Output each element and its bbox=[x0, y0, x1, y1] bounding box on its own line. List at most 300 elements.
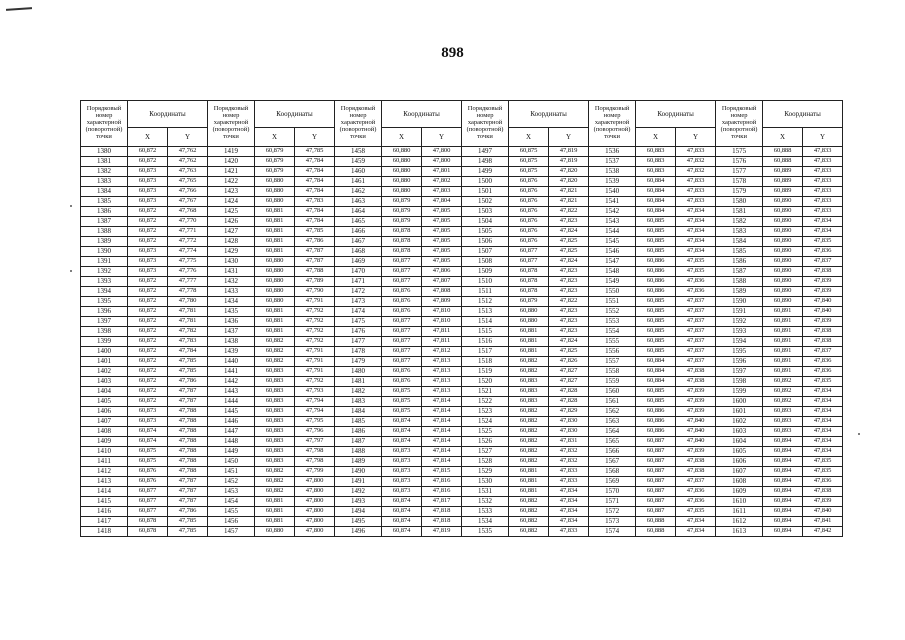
table-row bbox=[81, 327, 843, 337]
point-number-cell: 1382 bbox=[81, 167, 128, 177]
x-cell: 60,883 bbox=[255, 407, 295, 417]
x-cell: 60,875 bbox=[382, 407, 422, 417]
x-cell: 60,885 bbox=[636, 227, 676, 237]
x-cell: 60,876 bbox=[382, 297, 422, 307]
x-cell: 60,880 bbox=[255, 197, 295, 207]
x-cell: 60,881 bbox=[255, 507, 295, 517]
point-number-cell: 1515 bbox=[462, 327, 509, 337]
point-number-cell: 1577 bbox=[716, 167, 763, 177]
x-cell: 60,882 bbox=[509, 457, 549, 467]
point-number-cell: 1474 bbox=[335, 307, 382, 317]
header-point-number: Порядковый номер характерной (поворотной) точки bbox=[716, 101, 763, 147]
y-cell: 47,767 bbox=[168, 197, 208, 207]
x-cell: 60,883 bbox=[636, 167, 676, 177]
y-cell: 47,811 bbox=[422, 337, 462, 347]
x-cell: 60,873 bbox=[382, 467, 422, 477]
x-cell: 60,874 bbox=[128, 437, 168, 447]
x-cell: 60,877 bbox=[382, 257, 422, 267]
point-number-cell: 1582 bbox=[716, 217, 763, 227]
x-cell: 60,885 bbox=[636, 387, 676, 397]
x-cell: 60,872 bbox=[128, 207, 168, 217]
y-cell: 47,785 bbox=[295, 227, 335, 237]
point-number-cell: 1585 bbox=[716, 247, 763, 257]
x-cell: 60,878 bbox=[509, 287, 549, 297]
x-cell: 60,873 bbox=[128, 417, 168, 427]
scan-speck bbox=[70, 205, 72, 207]
y-cell: 47,838 bbox=[803, 337, 843, 347]
x-cell: 60,877 bbox=[509, 257, 549, 267]
point-number-cell: 1393 bbox=[81, 277, 128, 287]
x-cell: 60,883 bbox=[255, 377, 295, 387]
y-cell: 47,840 bbox=[676, 437, 716, 447]
point-number-cell: 1414 bbox=[81, 487, 128, 497]
y-cell: 47,800 bbox=[295, 517, 335, 527]
x-cell: 60,872 bbox=[128, 337, 168, 347]
x-cell: 60,887 bbox=[636, 497, 676, 507]
point-number-cell: 1441 bbox=[208, 367, 255, 377]
y-cell: 47,837 bbox=[803, 347, 843, 357]
point-number-cell: 1574 bbox=[589, 527, 636, 537]
y-cell: 47,834 bbox=[676, 517, 716, 527]
y-cell: 47,814 bbox=[422, 437, 462, 447]
x-cell: 60,885 bbox=[636, 347, 676, 357]
y-cell: 47,829 bbox=[549, 407, 589, 417]
y-cell: 47,762 bbox=[168, 147, 208, 157]
point-number-cell: 1523 bbox=[462, 407, 509, 417]
y-cell: 47,792 bbox=[295, 377, 335, 387]
x-cell: 60,891 bbox=[763, 347, 803, 357]
point-number-cell: 1603 bbox=[716, 427, 763, 437]
point-number-cell: 1385 bbox=[81, 197, 128, 207]
x-cell: 60,877 bbox=[382, 267, 422, 277]
x-cell: 60,876 bbox=[509, 217, 549, 227]
point-number-cell: 1512 bbox=[462, 297, 509, 307]
table-row bbox=[81, 167, 843, 177]
point-number-cell: 1487 bbox=[335, 437, 382, 447]
point-number-cell: 1412 bbox=[81, 467, 128, 477]
x-cell: 60,894 bbox=[763, 447, 803, 457]
table-row bbox=[81, 437, 843, 447]
y-cell: 47,823 bbox=[549, 267, 589, 277]
y-cell: 47,800 bbox=[295, 497, 335, 507]
y-cell: 47,801 bbox=[422, 167, 462, 177]
point-number-cell: 1425 bbox=[208, 207, 255, 217]
point-number-cell: 1392 bbox=[81, 267, 128, 277]
y-cell: 47,836 bbox=[676, 487, 716, 497]
y-cell: 47,819 bbox=[549, 147, 589, 157]
table-row bbox=[81, 157, 843, 167]
point-number-cell: 1504 bbox=[462, 217, 509, 227]
point-number-cell: 1400 bbox=[81, 347, 128, 357]
x-cell: 60,882 bbox=[509, 507, 549, 517]
y-cell: 47,839 bbox=[803, 497, 843, 507]
table-row bbox=[81, 257, 843, 267]
point-number-cell: 1491 bbox=[335, 477, 382, 487]
x-cell: 60,884 bbox=[636, 357, 676, 367]
point-number-cell: 1489 bbox=[335, 457, 382, 467]
y-cell: 47,834 bbox=[676, 217, 716, 227]
x-cell: 60,877 bbox=[382, 357, 422, 367]
x-cell: 60,894 bbox=[763, 477, 803, 487]
point-number-cell: 1433 bbox=[208, 287, 255, 297]
point-number-cell: 1590 bbox=[716, 297, 763, 307]
table-row bbox=[81, 367, 843, 377]
x-cell: 60,874 bbox=[128, 427, 168, 437]
x-cell: 60,875 bbox=[509, 157, 549, 167]
table-row bbox=[81, 267, 843, 277]
x-cell: 60,875 bbox=[382, 387, 422, 397]
point-number-cell: 1596 bbox=[716, 357, 763, 367]
x-cell: 60,886 bbox=[636, 407, 676, 417]
x-cell: 60,877 bbox=[382, 317, 422, 327]
y-cell: 47,805 bbox=[422, 257, 462, 267]
table-row bbox=[81, 387, 843, 397]
x-cell: 60,887 bbox=[636, 437, 676, 447]
x-cell: 60,876 bbox=[509, 177, 549, 187]
x-cell: 60,885 bbox=[636, 397, 676, 407]
y-cell: 47,804 bbox=[422, 197, 462, 207]
x-cell: 60,886 bbox=[636, 257, 676, 267]
y-cell: 47,835 bbox=[803, 377, 843, 387]
point-number-cell: 1469 bbox=[335, 257, 382, 267]
x-cell: 60,878 bbox=[382, 247, 422, 257]
y-cell: 47,781 bbox=[168, 317, 208, 327]
x-cell: 60,872 bbox=[128, 377, 168, 387]
point-number-cell: 1402 bbox=[81, 367, 128, 377]
y-cell: 47,835 bbox=[803, 237, 843, 247]
point-number-cell: 1442 bbox=[208, 377, 255, 387]
x-cell: 60,875 bbox=[382, 397, 422, 407]
y-cell: 47,834 bbox=[803, 387, 843, 397]
y-cell: 47,803 bbox=[422, 187, 462, 197]
x-cell: 60,893 bbox=[763, 417, 803, 427]
y-cell: 47,825 bbox=[549, 237, 589, 247]
x-cell: 60,888 bbox=[763, 157, 803, 167]
x-cell: 60,879 bbox=[255, 167, 295, 177]
point-number-cell: 1503 bbox=[462, 207, 509, 217]
y-cell: 47,824 bbox=[549, 337, 589, 347]
point-number-cell: 1438 bbox=[208, 337, 255, 347]
point-number-cell: 1446 bbox=[208, 417, 255, 427]
x-cell: 60,882 bbox=[509, 427, 549, 437]
point-number-cell: 1564 bbox=[589, 427, 636, 437]
point-number-cell: 1498 bbox=[462, 157, 509, 167]
point-number-cell: 1467 bbox=[335, 237, 382, 247]
point-number-cell: 1462 bbox=[335, 187, 382, 197]
point-number-cell: 1389 bbox=[81, 237, 128, 247]
y-cell: 47,784 bbox=[295, 207, 335, 217]
point-number-cell: 1535 bbox=[462, 527, 509, 537]
y-cell: 47,840 bbox=[803, 297, 843, 307]
point-number-cell: 1566 bbox=[589, 447, 636, 457]
point-number-cell: 1543 bbox=[589, 217, 636, 227]
point-number-cell: 1470 bbox=[335, 267, 382, 277]
table-row bbox=[81, 377, 843, 387]
y-cell: 47,800 bbox=[295, 507, 335, 517]
x-cell: 60,882 bbox=[509, 357, 549, 367]
point-number-cell: 1530 bbox=[462, 477, 509, 487]
y-cell: 47,787 bbox=[168, 487, 208, 497]
x-cell: 60,873 bbox=[128, 267, 168, 277]
point-number-cell: 1608 bbox=[716, 477, 763, 487]
x-cell: 60,892 bbox=[763, 397, 803, 407]
x-cell: 60,872 bbox=[128, 327, 168, 337]
y-cell: 47,763 bbox=[168, 167, 208, 177]
x-cell: 60,881 bbox=[255, 307, 295, 317]
y-cell: 47,837 bbox=[676, 477, 716, 487]
x-cell: 60,876 bbox=[382, 287, 422, 297]
table-row bbox=[81, 497, 843, 507]
table-row bbox=[81, 517, 843, 527]
table-row bbox=[81, 447, 843, 457]
point-number-cell: 1390 bbox=[81, 247, 128, 257]
point-number-cell: 1459 bbox=[335, 157, 382, 167]
x-cell: 60,879 bbox=[255, 157, 295, 167]
y-cell: 47,838 bbox=[803, 267, 843, 277]
point-number-cell: 1526 bbox=[462, 437, 509, 447]
y-cell: 47,800 bbox=[295, 527, 335, 537]
table-row bbox=[81, 247, 843, 257]
y-cell: 47,814 bbox=[422, 447, 462, 457]
y-cell: 47,838 bbox=[676, 367, 716, 377]
table-row bbox=[81, 207, 843, 217]
x-cell: 60,876 bbox=[509, 227, 549, 237]
y-cell: 47,788 bbox=[168, 437, 208, 447]
x-cell: 60,875 bbox=[509, 147, 549, 157]
point-number-cell: 1598 bbox=[716, 377, 763, 387]
point-number-cell: 1507 bbox=[462, 247, 509, 257]
y-cell: 47,810 bbox=[422, 317, 462, 327]
x-cell: 60,890 bbox=[763, 277, 803, 287]
y-cell: 47,836 bbox=[803, 367, 843, 377]
y-cell: 47,839 bbox=[803, 277, 843, 287]
point-number-cell: 1423 bbox=[208, 187, 255, 197]
point-number-cell: 1501 bbox=[462, 187, 509, 197]
y-cell: 47,837 bbox=[676, 317, 716, 327]
point-number-cell: 1549 bbox=[589, 277, 636, 287]
point-number-cell: 1583 bbox=[716, 227, 763, 237]
x-cell: 60,880 bbox=[382, 147, 422, 157]
y-cell: 47,823 bbox=[549, 317, 589, 327]
x-cell: 60,882 bbox=[255, 357, 295, 367]
header-coordinates: Координаты bbox=[763, 101, 843, 128]
point-number-cell: 1463 bbox=[335, 197, 382, 207]
y-cell: 47,807 bbox=[422, 277, 462, 287]
x-cell: 60,893 bbox=[763, 427, 803, 437]
point-number-cell: 1536 bbox=[589, 147, 636, 157]
x-cell: 60,883 bbox=[255, 427, 295, 437]
point-number-cell: 1522 bbox=[462, 397, 509, 407]
point-number-cell: 1513 bbox=[462, 307, 509, 317]
y-cell: 47,835 bbox=[803, 467, 843, 477]
x-cell: 60,894 bbox=[763, 457, 803, 467]
point-number-cell: 1409 bbox=[81, 437, 128, 447]
y-cell: 47,834 bbox=[803, 427, 843, 437]
y-cell: 47,835 bbox=[676, 257, 716, 267]
y-cell: 47,825 bbox=[549, 347, 589, 357]
x-cell: 60,873 bbox=[382, 487, 422, 497]
y-cell: 47,837 bbox=[676, 297, 716, 307]
point-number-cell: 1480 bbox=[335, 367, 382, 377]
point-number-cell: 1559 bbox=[589, 377, 636, 387]
x-cell: 60,872 bbox=[128, 227, 168, 237]
point-number-cell: 1600 bbox=[716, 397, 763, 407]
point-number-cell: 1416 bbox=[81, 507, 128, 517]
point-number-cell: 1584 bbox=[716, 237, 763, 247]
point-number-cell: 1610 bbox=[716, 497, 763, 507]
x-cell: 60,883 bbox=[255, 387, 295, 397]
point-number-cell: 1601 bbox=[716, 407, 763, 417]
point-number-cell: 1460 bbox=[335, 167, 382, 177]
y-cell: 47,814 bbox=[422, 427, 462, 437]
point-number-cell: 1558 bbox=[589, 367, 636, 377]
x-cell: 60,880 bbox=[509, 307, 549, 317]
point-number-cell: 1516 bbox=[462, 337, 509, 347]
x-cell: 60,884 bbox=[636, 187, 676, 197]
x-cell: 60,878 bbox=[382, 227, 422, 237]
y-cell: 47,836 bbox=[676, 277, 716, 287]
table-row bbox=[81, 507, 843, 517]
x-cell: 60,881 bbox=[509, 347, 549, 357]
y-cell: 47,834 bbox=[803, 407, 843, 417]
y-cell: 47,836 bbox=[676, 287, 716, 297]
x-cell: 60,882 bbox=[255, 467, 295, 477]
y-cell: 47,813 bbox=[422, 387, 462, 397]
x-cell: 60,883 bbox=[255, 367, 295, 377]
point-number-cell: 1605 bbox=[716, 447, 763, 457]
point-number-cell: 1589 bbox=[716, 287, 763, 297]
point-number-cell: 1561 bbox=[589, 397, 636, 407]
point-number-cell: 1440 bbox=[208, 357, 255, 367]
x-cell: 60,881 bbox=[255, 227, 295, 237]
point-number-cell: 1555 bbox=[589, 337, 636, 347]
point-number-cell: 1578 bbox=[716, 177, 763, 187]
x-cell: 60,883 bbox=[255, 417, 295, 427]
y-cell: 47,816 bbox=[422, 487, 462, 497]
x-cell: 60,888 bbox=[763, 147, 803, 157]
point-number-cell: 1424 bbox=[208, 197, 255, 207]
x-cell: 60,872 bbox=[128, 347, 168, 357]
y-cell: 47,840 bbox=[803, 507, 843, 517]
x-cell: 60,886 bbox=[636, 277, 676, 287]
table-row bbox=[81, 457, 843, 467]
y-cell: 47,815 bbox=[422, 467, 462, 477]
y-cell: 47,834 bbox=[803, 417, 843, 427]
y-cell: 47,833 bbox=[676, 177, 716, 187]
x-cell: 60,891 bbox=[763, 357, 803, 367]
point-number-cell: 1403 bbox=[81, 377, 128, 387]
point-number-cell: 1485 bbox=[335, 417, 382, 427]
y-cell: 47,791 bbox=[295, 297, 335, 307]
x-cell: 60,885 bbox=[636, 237, 676, 247]
table-row bbox=[81, 477, 843, 487]
header-x: X bbox=[382, 128, 422, 147]
point-number-cell: 1606 bbox=[716, 457, 763, 467]
point-number-cell: 1579 bbox=[716, 187, 763, 197]
y-cell: 47,784 bbox=[295, 177, 335, 187]
x-cell: 60,883 bbox=[509, 377, 549, 387]
point-number-cell: 1473 bbox=[335, 297, 382, 307]
x-cell: 60,876 bbox=[509, 197, 549, 207]
x-cell: 60,882 bbox=[255, 337, 295, 347]
header-point-number: Порядковый номер характерной (поворотной) точки bbox=[81, 101, 128, 147]
x-cell: 60,883 bbox=[255, 397, 295, 407]
x-cell: 60,873 bbox=[382, 457, 422, 467]
y-cell: 47,834 bbox=[549, 517, 589, 527]
y-cell: 47,834 bbox=[549, 497, 589, 507]
y-cell: 47,827 bbox=[549, 377, 589, 387]
x-cell: 60,882 bbox=[509, 447, 549, 457]
x-cell: 60,882 bbox=[509, 437, 549, 447]
y-cell: 47,791 bbox=[295, 357, 335, 367]
point-number-cell: 1481 bbox=[335, 377, 382, 387]
point-number-cell: 1397 bbox=[81, 317, 128, 327]
y-cell: 47,809 bbox=[422, 297, 462, 307]
x-cell: 60,884 bbox=[636, 207, 676, 217]
x-cell: 60,887 bbox=[636, 487, 676, 497]
y-cell: 47,823 bbox=[549, 277, 589, 287]
point-number-cell: 1394 bbox=[81, 287, 128, 297]
header-point-number: Порядковый номер характерной (поворотной) точки bbox=[208, 101, 255, 147]
point-number-cell: 1475 bbox=[335, 317, 382, 327]
y-cell: 47,793 bbox=[295, 387, 335, 397]
x-cell: 60,892 bbox=[763, 387, 803, 397]
y-cell: 47,798 bbox=[295, 457, 335, 467]
x-cell: 60,874 bbox=[382, 437, 422, 447]
x-cell: 60,890 bbox=[763, 257, 803, 267]
y-cell: 47,813 bbox=[422, 357, 462, 367]
y-cell: 47,805 bbox=[422, 207, 462, 217]
x-cell: 60,880 bbox=[255, 287, 295, 297]
x-cell: 60,885 bbox=[636, 247, 676, 257]
x-cell: 60,873 bbox=[128, 407, 168, 417]
y-cell: 47,819 bbox=[422, 527, 462, 537]
y-cell: 47,791 bbox=[295, 347, 335, 357]
point-number-cell: 1592 bbox=[716, 317, 763, 327]
x-cell: 60,882 bbox=[255, 477, 295, 487]
y-cell: 47,792 bbox=[295, 317, 335, 327]
y-cell: 47,786 bbox=[168, 377, 208, 387]
point-number-cell: 1429 bbox=[208, 247, 255, 257]
point-number-cell: 1567 bbox=[589, 457, 636, 467]
point-number-cell: 1410 bbox=[81, 447, 128, 457]
y-cell: 47,822 bbox=[549, 297, 589, 307]
point-number-cell: 1542 bbox=[589, 207, 636, 217]
table-row bbox=[81, 337, 843, 347]
x-cell: 60,876 bbox=[128, 477, 168, 487]
point-number-cell: 1451 bbox=[208, 467, 255, 477]
x-cell: 60,881 bbox=[509, 327, 549, 337]
y-cell: 47,834 bbox=[676, 237, 716, 247]
point-number-cell: 1612 bbox=[716, 517, 763, 527]
y-cell: 47,838 bbox=[676, 457, 716, 467]
x-cell: 60,873 bbox=[128, 197, 168, 207]
y-cell: 47,788 bbox=[168, 457, 208, 467]
y-cell: 47,776 bbox=[168, 267, 208, 277]
table-row bbox=[81, 407, 843, 417]
y-cell: 47,834 bbox=[676, 527, 716, 537]
point-number-cell: 1572 bbox=[589, 507, 636, 517]
point-number-cell: 1456 bbox=[208, 517, 255, 527]
point-number-cell: 1472 bbox=[335, 287, 382, 297]
point-number-cell: 1611 bbox=[716, 507, 763, 517]
y-cell: 47,834 bbox=[803, 447, 843, 457]
x-cell: 60,879 bbox=[382, 197, 422, 207]
x-cell: 60,885 bbox=[636, 297, 676, 307]
point-number-cell: 1604 bbox=[716, 437, 763, 447]
x-cell: 60,894 bbox=[763, 517, 803, 527]
point-number-cell: 1554 bbox=[589, 327, 636, 337]
